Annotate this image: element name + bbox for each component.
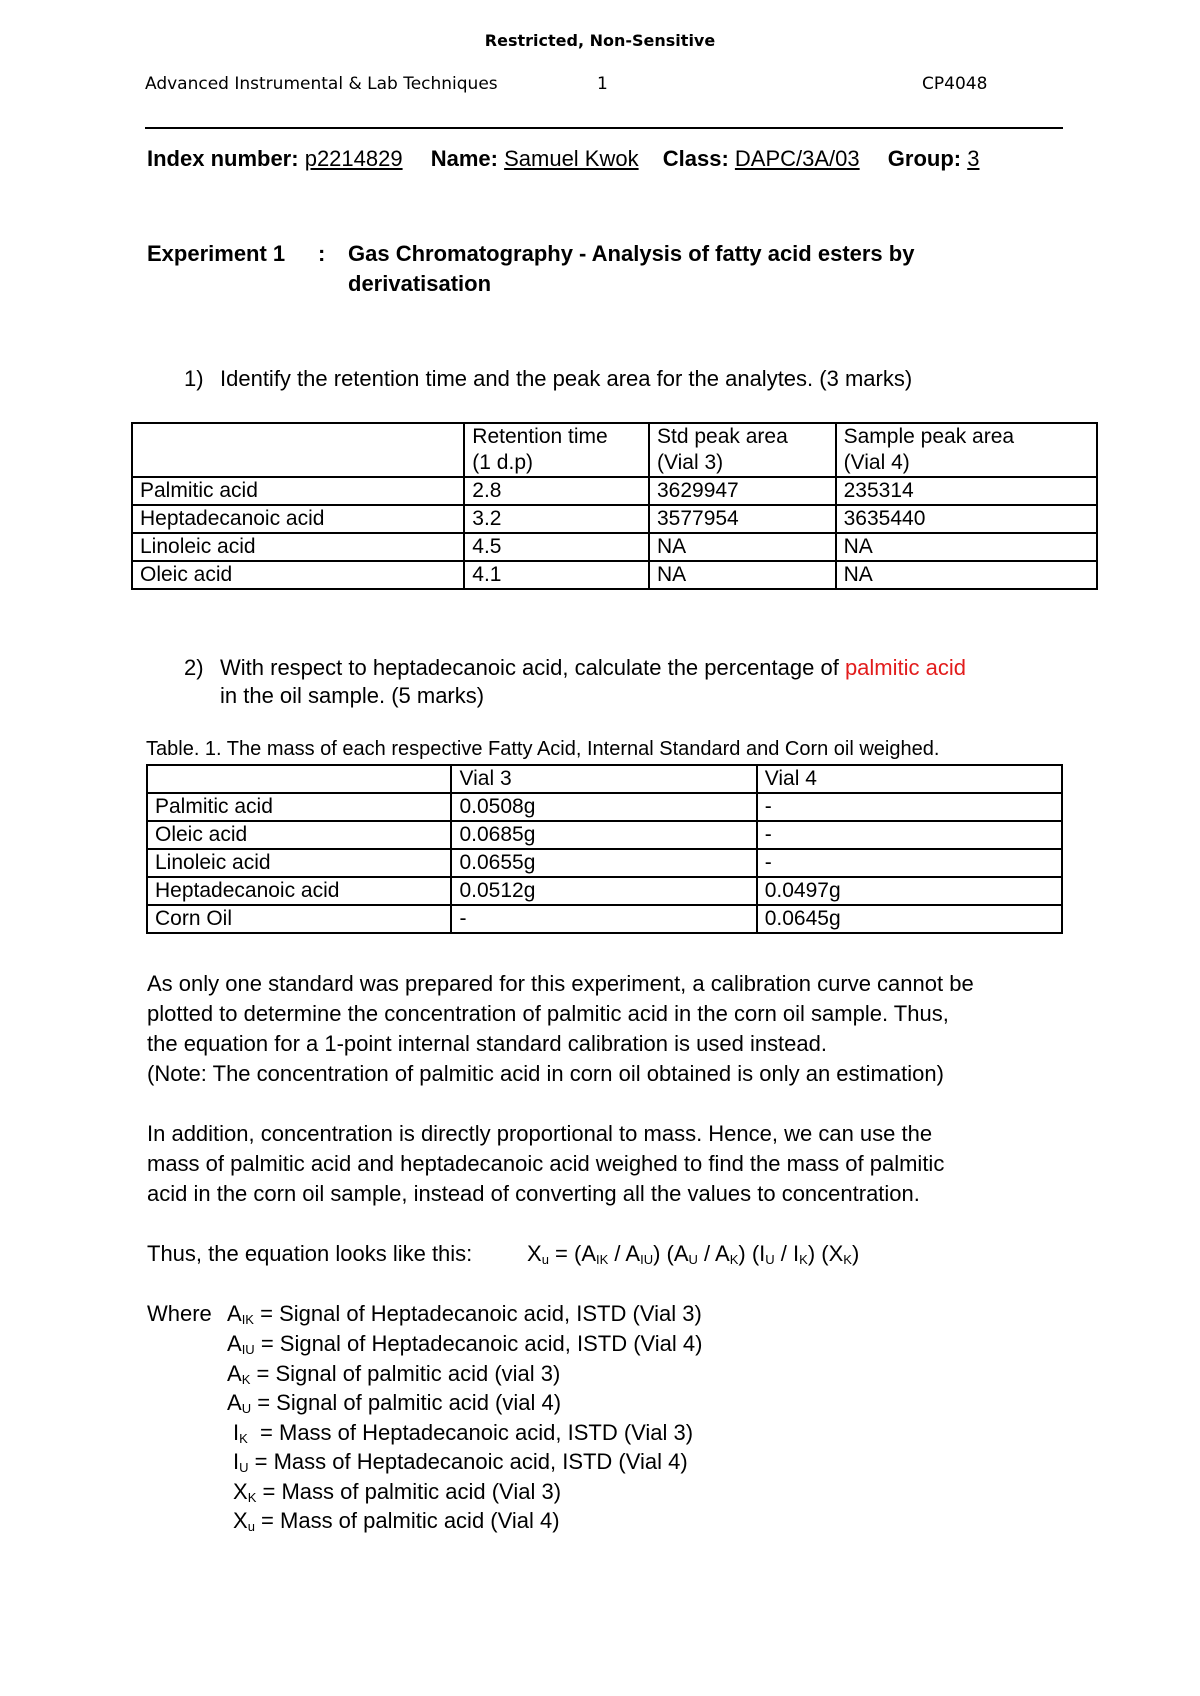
paragraph-calibration [147, 969, 974, 1089]
course-title: Advanced Instrumental & Lab Techniques [145, 74, 498, 94]
class-label: Class: [662, 146, 729, 171]
equation: $X_u = (A_{IK} / A_{IU})$ $(A_U / A_K)$ $(I_U / I_K)$ $(X_K)$ [527, 1241, 860, 1267]
table-cell: Heptadecanoic acid [147, 877, 451, 905]
def-xu: $X_u$ = Mass of palmitic acid (Vial 4) [233, 1508, 560, 1534]
q2-text-before: With respect to heptadecanoic acid, calculate the percentage of [220, 655, 845, 680]
table-cell: Linoleic acid [147, 849, 451, 877]
table-row [132, 505, 1097, 533]
table-header-cell: Sample peak area (Vial 4) [836, 423, 1097, 477]
table-header-cell: Vial 4 [757, 765, 1062, 793]
table-row [147, 905, 1062, 933]
table-cell: NA [649, 533, 836, 561]
def-au: $A_U$ = Signal of palmitic acid (vial 4) [227, 1390, 562, 1416]
paragraph-line: (Note: The concentration of palmitic acid in corn oil obtained is only an estimation) [147, 1061, 944, 1086]
table-cell: NA [836, 533, 1097, 561]
q2-highlight: palmitic acid [844, 655, 966, 680]
table-header-cell [147, 765, 451, 793]
def-xk: $X_K$ = Mass of palmitic acid (Vial 3) [233, 1479, 562, 1505]
paragraph-line: In addition, concentration is directly proportional to mass. Hence, we can use the [147, 1121, 933, 1146]
table-header-cell: Vial 3 [451, 765, 756, 793]
table-cell: - [757, 849, 1062, 877]
def-iu: $I_U$ = Mass of Heptadecanoic acid, ISTD (Vial 4) [233, 1449, 688, 1475]
q2-text-line2: in the oil sample. (5 marks) [220, 683, 485, 708]
table-cell: 0.0645g [757, 905, 1062, 933]
table-cell: - [757, 793, 1062, 821]
table-row [132, 561, 1097, 589]
table-cell: 3.2 [464, 505, 649, 533]
table-row [147, 793, 1062, 821]
table-cell: 0.0655g [451, 849, 756, 877]
name-label: Name: [430, 146, 498, 171]
paragraph-line: mass of palmitic acid and heptadecanoic acid weighed to find the mass of palmitic [147, 1151, 945, 1176]
class-value: DAPC/3A/03 [734, 146, 860, 171]
table-cell: 0.0508g [451, 793, 756, 821]
table-cell: 4.1 [464, 561, 649, 589]
experiment-title-line2: derivatisation [348, 271, 492, 296]
table-cell: Palmitic acid [147, 793, 451, 821]
table-header-row [132, 423, 1097, 477]
course-code: CP4048 [922, 74, 988, 94]
table-row [147, 821, 1062, 849]
table-cell: - [757, 821, 1062, 849]
table-cell: 235314 [836, 477, 1097, 505]
table-cell: 2.8 [464, 477, 649, 505]
table-cell: Oleic acid [132, 561, 464, 589]
paragraph-mass [147, 1119, 944, 1209]
classification-label: Restricted, Non-Sensitive [484, 31, 716, 50]
table-header-row [147, 765, 1062, 793]
equation-intro: Thus, the equation looks like this: [147, 1241, 473, 1266]
table-cell: 0.0685g [451, 821, 756, 849]
page-number: 1 [597, 74, 608, 94]
table-cell: NA [836, 561, 1097, 589]
q1-number: 1) [184, 366, 204, 391]
table-cell: Linoleic acid [132, 533, 464, 561]
def-aiu: $A_{IU}$ = Signal of Heptadecanoic acid, ISTD (Vial 4) [227, 1331, 703, 1357]
retention-table [131, 422, 1098, 590]
table-row [147, 849, 1062, 877]
table-cell: - [451, 905, 756, 933]
table-header-cell: Std peak area (Vial 3) [649, 423, 836, 477]
experiment-separator: : [318, 241, 326, 266]
group-label: Group: [887, 146, 962, 171]
def-ak: $A_K$ = Signal of palmitic acid (vial 3) [227, 1361, 561, 1387]
group-value: 3 [967, 146, 980, 171]
table-caption: Table. 1. The mass of each respective Fatty Acid, Internal Standard and Corn oil weighed. [146, 738, 940, 760]
header-rule [145, 127, 1063, 129]
table-cell: 3635440 [836, 505, 1097, 533]
index-value: p2214829 [304, 146, 403, 171]
where-label: Where [147, 1301, 212, 1326]
q2-number: 2) [184, 655, 204, 680]
index-label: Index number: [147, 146, 299, 171]
def-ik: $I_K$ = Mass of Heptadecanoic acid, ISTD (Vial 3) [233, 1420, 694, 1446]
table-cell: 4.5 [464, 533, 649, 561]
table-cell: Heptadecanoic acid [132, 505, 464, 533]
experiment-label: Experiment 1 [147, 241, 286, 266]
paragraph-line: As only one standard was prepared for this experiment, a calibration curve cannot be [147, 971, 974, 996]
q2-text [220, 655, 966, 681]
def-aik: $A_{IK}$ = Signal of Heptadecanoic acid, ISTD (Vial 3) [227, 1301, 702, 1327]
paragraph-line: acid in the corn oil sample, instead of converting all the values to concentration. [147, 1181, 920, 1206]
paragraph-line: the equation for a 1-point internal standard calibration is used instead. [147, 1031, 827, 1056]
table-row [147, 877, 1062, 905]
q1-text: Identify the retention time and the peak area for the analytes. (3 marks) [220, 366, 913, 391]
table-cell: Corn Oil [147, 905, 451, 933]
mass-table [146, 764, 1063, 934]
name-value: Samuel Kwok [504, 146, 639, 171]
table-cell: Palmitic acid [132, 477, 464, 505]
table-cell: Oleic acid [147, 821, 451, 849]
experiment-title-line1: Gas Chromatography - Analysis of fatty acid esters by [348, 241, 915, 266]
table-cell: 0.0497g [757, 877, 1062, 905]
table-row [132, 477, 1097, 505]
table-row [132, 533, 1097, 561]
student-info [147, 146, 979, 172]
table-cell: 3577954 [649, 505, 836, 533]
table-header-cell [132, 423, 464, 477]
table-cell: 3629947 [649, 477, 836, 505]
paragraph-line: plotted to determine the concentration of palmitic acid in the corn oil sample. Thus, [147, 1001, 949, 1026]
table-cell: 0.0512g [451, 877, 756, 905]
table-cell: NA [649, 561, 836, 589]
table-header-cell: Retention time (1 d.p) [464, 423, 649, 477]
